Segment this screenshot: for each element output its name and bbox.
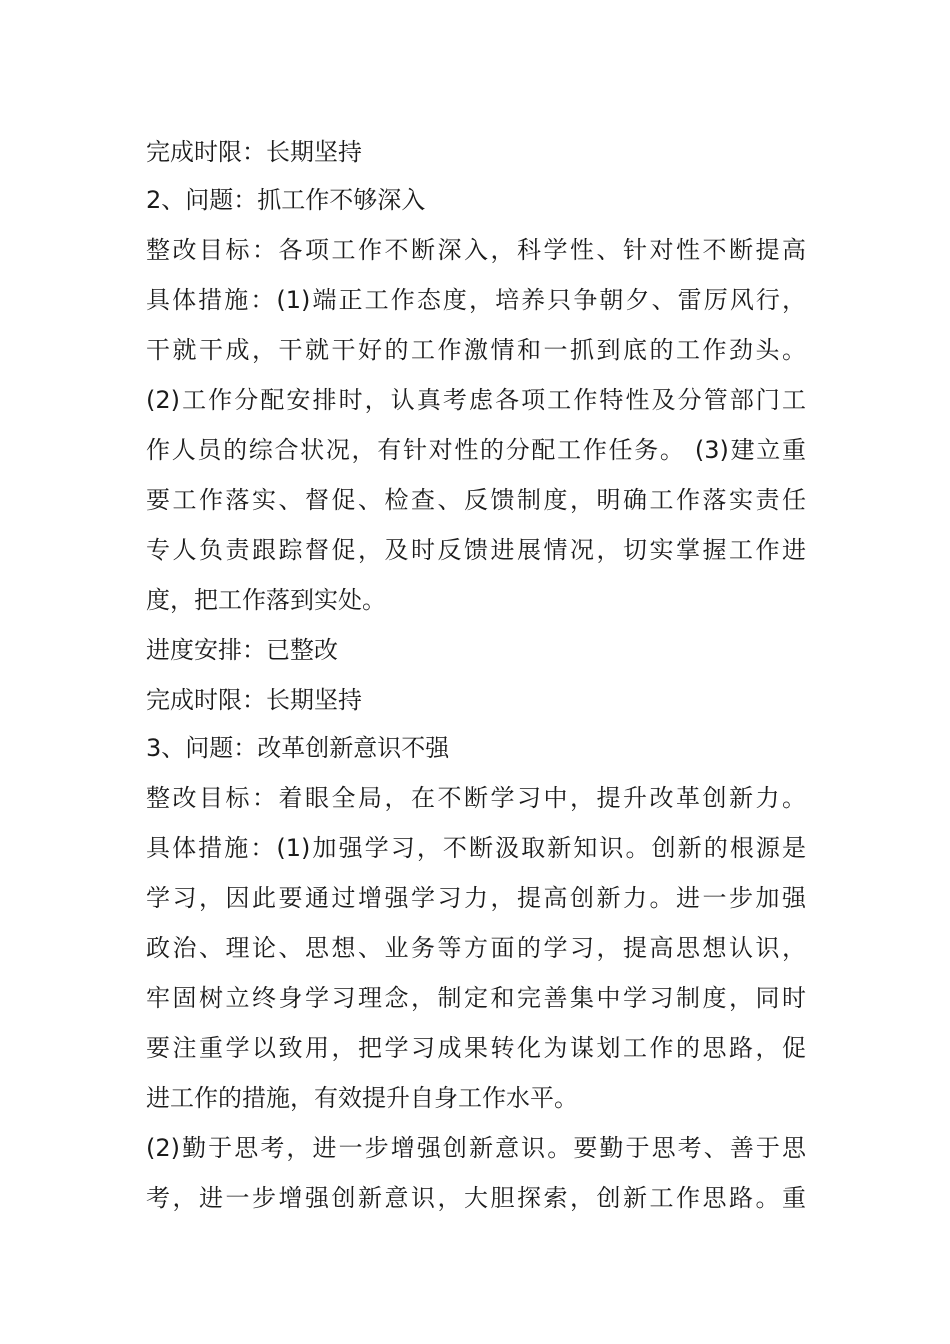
text-line-8: 要工作落实、督促、检查、反馈制度，明确工作落实责任 (146, 486, 806, 514)
text-line-13: 3、问题：改革创新意识不强 (146, 734, 450, 762)
text-line-12: 完成时限：长期坚持 (146, 686, 362, 714)
text-line-1: 完成时限：长期坚持 (146, 138, 362, 166)
text-line-3: 整改目标：各项工作不断深入，科学性、针对性不断提高 (146, 236, 806, 264)
text-line-6: (2)工作分配安排时，认真考虑各项工作特性及分管部门工 (146, 386, 806, 414)
text-line-22: 考，进一步增强创新意识，大胆探索，创新工作思路。重 (146, 1184, 806, 1212)
text-line-15: 具体措施：(1)加强学习，不断汲取新知识。创新的根源是 (146, 834, 806, 862)
text-line-20: 进工作的措施，有效提升自身工作水平。 (146, 1084, 578, 1112)
text-line-4: 具体措施：(1)端正工作态度，培养只争朝夕、雷厉风行， (146, 286, 806, 314)
text-line-19: 要注重学以致用，把学习成果转化为谋划工作的思路，促 (146, 1034, 806, 1062)
text-line-10: 度，把工作落到实处。 (146, 586, 386, 614)
text-line-16: 学习，因此要通过增强学习力，提高创新力。进一步加强 (146, 884, 806, 912)
text-line-11: 进度安排：已整改 (146, 636, 338, 664)
text-line-9: 专人负责跟踪督促，及时反馈进展情况，切实掌握工作进 (146, 536, 806, 564)
text-line-21: (2)勤于思考，进一步增强创新意识。要勤于思考、善于思 (146, 1134, 806, 1162)
text-line-5: 干就干成，干就干好的工作激情和一抓到底的工作劲头。 (146, 336, 806, 364)
text-line-2: 2、问题：抓工作不够深入 (146, 186, 426, 214)
text-line-14: 整改目标：着眼全局，在不断学习中，提升改革创新力。 (146, 784, 806, 812)
text-line-7: 作人员的综合状况，有针对性的分配工作任务。 (3)建立重 (146, 436, 806, 464)
text-line-18: 牢固树立终身学习理念，制定和完善集中学习制度，同时 (146, 984, 806, 1012)
text-line-17: 政治、理论、思想、业务等方面的学习，提高思想认识， (146, 934, 806, 962)
